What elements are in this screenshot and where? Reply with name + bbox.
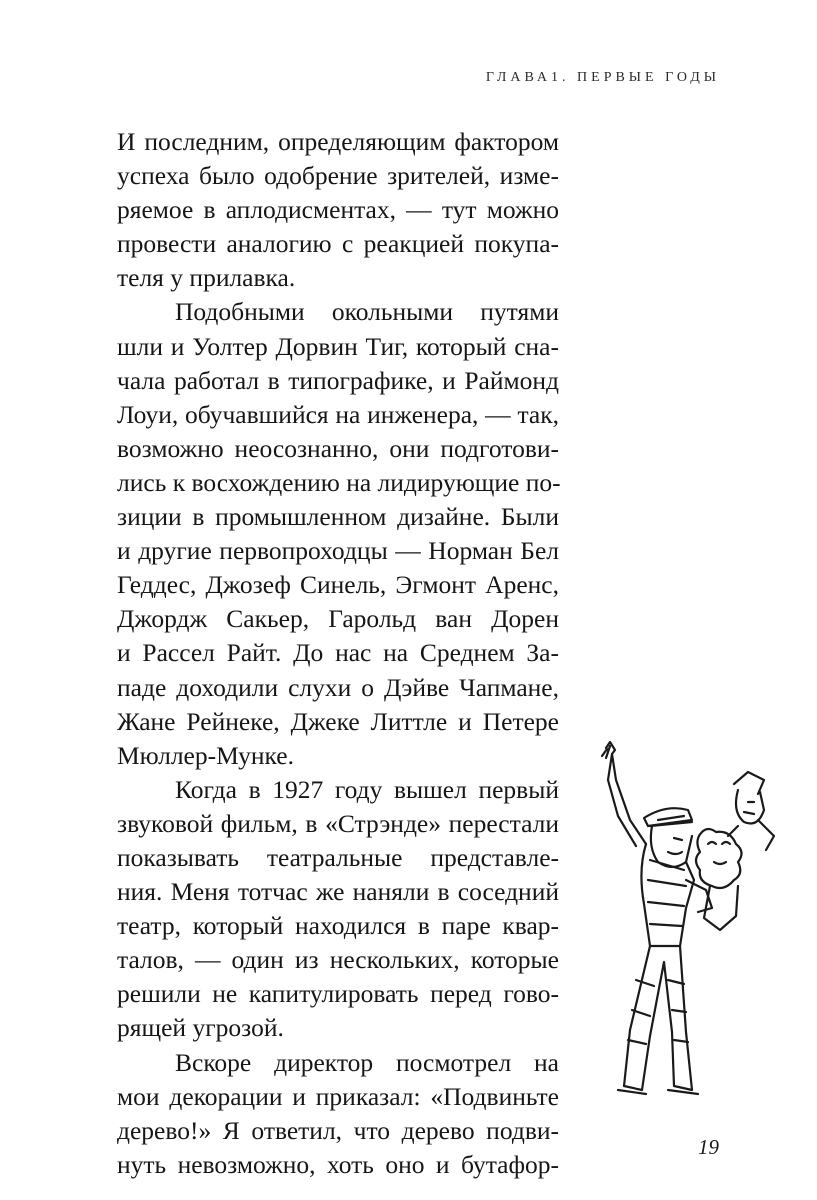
- text-line: Джордж Сакьер, Гарольд ван Дорен: [117, 604, 559, 634]
- text-line: успеха было одобрение зрителей, изме-: [117, 161, 559, 191]
- text-line: Геддес, Джозеф Синель, Эгмонт Аренс,: [117, 570, 559, 600]
- text-line: ряемое в аплодисментах, — тут можно: [117, 195, 559, 225]
- text-line: Вскоре директор посмотрел на: [175, 1047, 559, 1077]
- page-number: 19: [698, 1135, 719, 1159]
- text-line: лись к восхождению на лидирующие по-: [117, 467, 561, 497]
- front-legs: [624, 946, 692, 1090]
- text-line: И последним, определяющим фактором: [117, 127, 559, 156]
- text-line: возможно неосознанно, они подготови-: [117, 433, 559, 463]
- text-line: Подобными окольными путями: [175, 297, 559, 327]
- text-line: звуковой фильм, в «Стрэнде» перестали: [117, 808, 559, 838]
- text-line: показывать театральные представле-: [117, 842, 559, 872]
- text-line: шли и Уолтер Дорвин Тиг, который сна-: [117, 331, 559, 361]
- text-line: паде доходили слухи о Дэйве Чапмане,: [117, 672, 559, 702]
- text-line: теля у прилавка.: [117, 263, 296, 293]
- text-line: ния. Меня тотчас же наняли в соседний: [117, 877, 559, 907]
- text-line: дерево!» Я ответил, что дерево подви-: [117, 1115, 559, 1145]
- text-line: Жане Рейнеке, Джеке Литтле и Петере: [117, 706, 559, 736]
- front-face: [651, 826, 692, 867]
- text-line: и другие первопроходцы — Норман Бел: [117, 536, 559, 566]
- running-head: ГЛАВА1. ПЕРВЫЕ ГОДЫ: [485, 70, 720, 85]
- text-line: талов, — один из нескольких, которые: [117, 945, 559, 975]
- text-line: рящей угрозой.: [117, 1013, 284, 1043]
- text-line: Лоуи, обучавшийся на инженера, — так,: [117, 399, 559, 429]
- woman-figure: [696, 829, 742, 888]
- text-line: чала работал в типографике, и Раймонд: [117, 365, 559, 395]
- body-text: [117, 125, 559, 1182]
- raised-arm: [606, 742, 646, 846]
- text-line: решили не капитулировать перед гово-: [117, 979, 559, 1009]
- text-line: Когда в 1927 году вышел первый: [175, 774, 559, 804]
- text-line: провести аналогию с реакцией покупа-: [117, 229, 559, 259]
- text-line: мои декорации и приказал: «Подвиньте: [117, 1081, 559, 1111]
- text-line: театр, который находился в паре квар-: [117, 911, 559, 941]
- text-line: нуть невозможно, хоть оно и бутафор-: [117, 1149, 559, 1179]
- text-line: Мюллер-Мунке.: [117, 740, 294, 770]
- text-line: зиции в промышленном дизайне. Были: [117, 502, 559, 532]
- text-line: и Рассел Райт. До нас на Среднем За-: [117, 638, 559, 668]
- back-figure: [734, 772, 764, 824]
- sketch-illustration: [588, 740, 798, 1110]
